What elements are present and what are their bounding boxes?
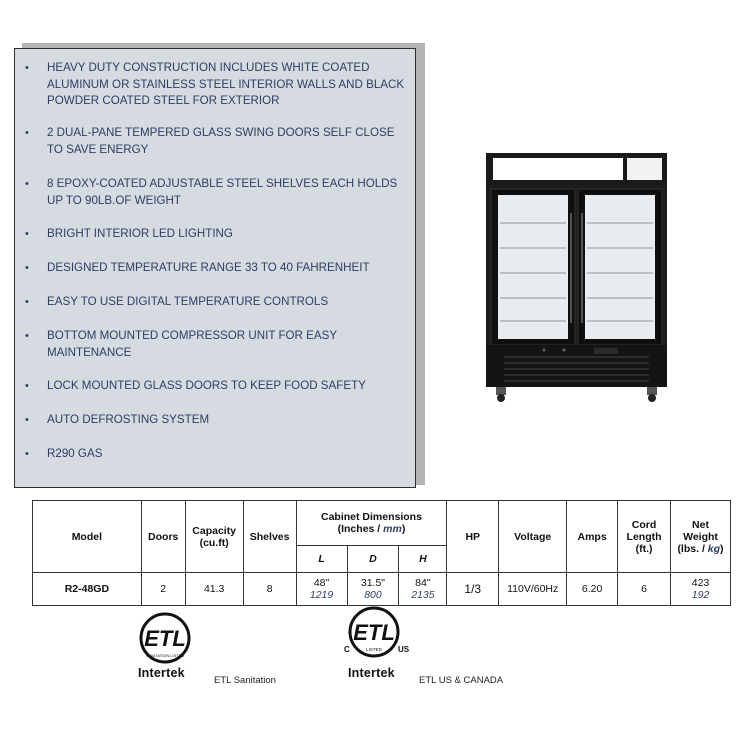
feature-item: • R290 GAS — [25, 446, 405, 463]
table-row — [33, 573, 731, 606]
feature-item: • HEAVY DUTY CONSTRUCTION INCLUDES WHITE COATED ALUMINUM OR STAINLESS STEEL INTERIOR WALLS AND BLACK POWDER COATED STEEL FOR EXTERIOR — [25, 61, 405, 107]
svg-text:ETL: ETL — [353, 620, 395, 645]
cell-amps: 6.20 — [567, 573, 618, 606]
bullet-icon: • — [25, 414, 29, 426]
bullet-icon: • — [25, 178, 29, 190]
cell-doors: 2 — [141, 573, 185, 606]
header-amps: Amps — [567, 501, 618, 573]
intertek-brand: Intertek — [138, 666, 185, 680]
svg-text:LISTED: LISTED — [366, 647, 382, 652]
bullet-icon: • — [25, 296, 29, 308]
feature-item: • 8 EPOXY-COATED ADJUSTABLE STEEL SHELVES EACH HOLDS UP TO 90LB.OF WEIGHT — [25, 177, 398, 207]
etl-us-canada-icon — [342, 604, 414, 664]
feature-item: • EASY TO USE DIGITAL TEMPERATURE CONTROLS — [25, 294, 405, 311]
svg-text:US: US — [398, 645, 410, 654]
cell-voltage: 110V/60Hz — [499, 573, 567, 606]
cell-cord: 6 — [618, 573, 671, 606]
etl-sanitation-label: ETL Sanitation — [214, 675, 276, 686]
intertek-brand: Intertek — [348, 666, 395, 680]
svg-text:SANITATION LISTED: SANITATION LISTED — [145, 653, 185, 658]
etl-us-canada-label: ETL US & CANADA — [419, 675, 504, 686]
features-panel — [14, 48, 416, 488]
svg-text:ETL: ETL — [144, 626, 186, 651]
header-net-weight: Net Weight (lbs. / kg) — [671, 501, 731, 573]
header-h: H — [399, 546, 447, 573]
cell-shelves: 8 — [243, 573, 296, 606]
etl-us-canada-logo — [342, 604, 414, 684]
bullet-icon: • — [25, 448, 29, 460]
header-doors: Doors — [141, 501, 185, 573]
cell-hp: 1/3 — [447, 573, 499, 606]
cell-capacity: 41.3 — [185, 573, 243, 606]
header-cord-length: Cord Length (ft.) — [618, 501, 671, 573]
feature-item: • BOTTOM MOUNTED COMPRESSOR UNIT FOR EASY MAINTENANCE — [25, 329, 337, 359]
spec-table — [32, 500, 731, 606]
bullet-icon: • — [25, 330, 29, 342]
feature-item: • AUTO DEFROSTING SYSTEM — [25, 412, 405, 429]
bullet-icon: • — [25, 262, 29, 274]
bullet-icon: • — [25, 127, 29, 139]
header-shelves: Shelves — [243, 501, 296, 573]
cell-h: 84" 2135 — [399, 573, 447, 606]
header-l: L — [296, 546, 347, 573]
header-cabinet-dimensions: Cabinet Dimensions (Inches / mm) — [296, 501, 447, 546]
etl-sanitation-icon — [136, 612, 196, 666]
header-d: D — [347, 546, 399, 573]
feature-item: • DESIGNED TEMPERATURE RANGE 33 TO 40 FAHRENHEIT — [25, 260, 405, 277]
svg-text:C: C — [344, 645, 350, 654]
cell-weight: 423 192 — [671, 573, 731, 606]
feature-item: • BRIGHT INTERIOR LED LIGHTING — [25, 226, 405, 243]
bullet-icon: • — [25, 380, 29, 392]
refrigerator-image — [484, 153, 669, 405]
cell-l: 48" 1219 — [296, 573, 347, 606]
bullet-icon: • — [25, 228, 29, 240]
bullet-icon: • — [25, 62, 29, 74]
header-model: Model — [33, 501, 142, 573]
header-capacity: Capacity (cu.ft) — [185, 501, 243, 573]
cell-d: 31.5" 800 — [347, 573, 399, 606]
etl-sanitation-logo — [136, 612, 196, 684]
cell-model: R2-48GD — [33, 573, 142, 606]
feature-item: • LOCK MOUNTED GLASS DOORS TO KEEP FOOD SAFETY — [25, 378, 405, 395]
header-hp: HP — [447, 501, 499, 573]
header-voltage: Voltage — [499, 501, 567, 573]
feature-item: • 2 DUAL-PANE TEMPERED GLASS SWING DOORS SELF CLOSE TO SAVE ENERGY — [25, 126, 395, 156]
